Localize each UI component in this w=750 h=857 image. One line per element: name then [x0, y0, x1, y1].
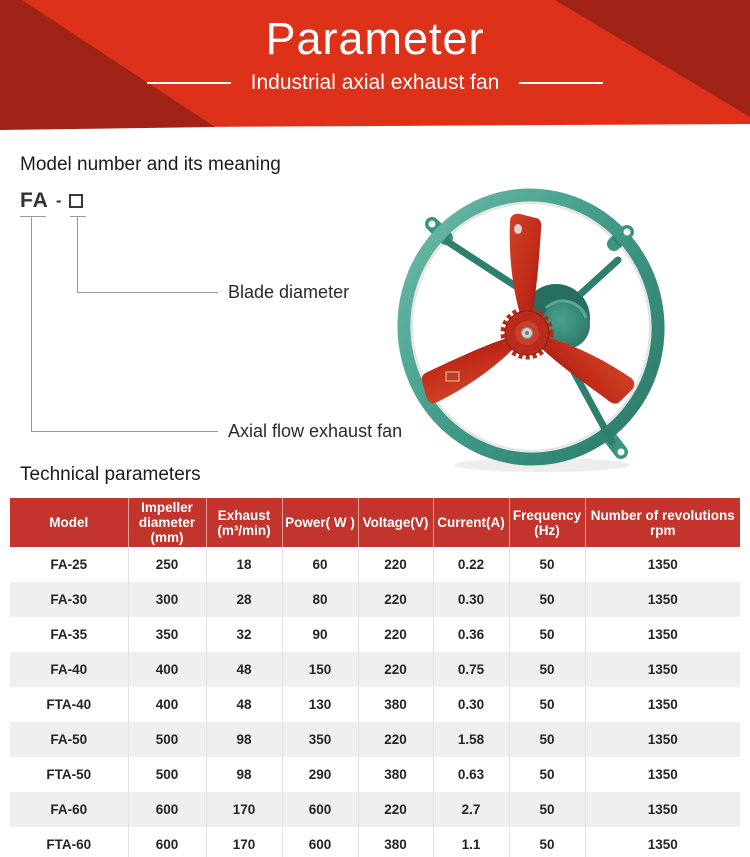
connector-vertical-blade — [77, 216, 78, 293]
table-cell: 50 — [509, 582, 585, 617]
column-header: Current(A) — [433, 498, 509, 547]
table-cell: FA-35 — [10, 617, 128, 652]
table-cell: 1350 — [647, 767, 678, 782]
table-row — [10, 827, 740, 857]
connector-vertical-axial — [31, 216, 32, 432]
subtitle-right-line — [519, 82, 603, 84]
table-row — [10, 722, 740, 757]
table-cell: 1350 — [647, 802, 678, 817]
column-header: Impeller diameter (mm) — [128, 498, 206, 547]
table-cell: 600 — [282, 792, 358, 827]
table-cell: 350 — [282, 722, 358, 757]
technical-parameters-table — [10, 498, 740, 857]
table-cell: 1.58 — [433, 722, 509, 757]
table-cell: 50 — [509, 547, 585, 582]
blade-diameter-label: Blade diameter — [228, 282, 350, 302]
underline-box — [70, 216, 86, 217]
table-row — [10, 617, 740, 652]
table-cell: 380 — [358, 687, 433, 722]
table-cell: 380 — [358, 827, 433, 857]
column-header: Exhaust (m³/min) — [206, 498, 282, 547]
table-cell: 0.75 — [433, 652, 509, 687]
table-cell: 18 — [206, 547, 282, 582]
axial-flow-label: Axial flow exhaust fan — [228, 421, 403, 441]
table-cell: 80 — [282, 582, 358, 617]
table-cell: 50 — [509, 827, 585, 857]
table-cell: 28 — [206, 582, 282, 617]
table-cell: 1350 — [647, 627, 678, 642]
subtitle-left-line — [147, 82, 231, 84]
table-cell: 2.7 — [433, 792, 509, 827]
table-cell: 0.36 — [433, 617, 509, 652]
table-cell: 50 — [509, 757, 585, 792]
table-cell: 220 — [358, 547, 433, 582]
table-cell: 48 — [206, 652, 282, 687]
table-cell: 1350 — [647, 557, 678, 572]
table-cell: 130 — [282, 687, 358, 722]
table-row — [10, 652, 740, 687]
page-subtitle-row — [0, 71, 750, 95]
table-cell: 600 — [282, 827, 358, 857]
column-header: Voltage(V) — [358, 498, 433, 547]
table-cell: FA-40 — [10, 652, 128, 687]
table-row — [10, 757, 740, 792]
table-cell: 0.22 — [433, 547, 509, 582]
model-section-heading: Model number and its meaning — [20, 154, 281, 175]
table-cell: 150 — [282, 652, 358, 687]
underline-prefix — [20, 216, 46, 217]
table-cell: 220 — [358, 722, 433, 757]
table-cell: 500 — [128, 757, 206, 792]
page-subtitle: Industrial axial exhaust fan — [250, 71, 500, 94]
table-cell: 90 — [282, 617, 358, 652]
table-body — [10, 547, 740, 857]
table-cell: 250 — [128, 547, 206, 582]
column-header: Number of revolutions rpm — [585, 498, 740, 547]
table-cell: 50 — [509, 722, 585, 757]
table-cell: 220 — [358, 652, 433, 687]
table-cell: 0.30 — [433, 582, 509, 617]
table-cell: FTA-60 — [10, 827, 128, 857]
table-cell: FA-30 — [10, 582, 128, 617]
column-header: Power( W ) — [282, 498, 358, 547]
table-row — [10, 792, 740, 827]
table-cell: 32 — [206, 617, 282, 652]
table-cell: 1350 — [647, 732, 678, 747]
table-cell: 50 — [509, 792, 585, 827]
table-cell: 50 — [509, 652, 585, 687]
table-cell: 220 — [358, 792, 433, 827]
table-cell: 50 — [509, 687, 585, 722]
table-cell: FTA-40 — [10, 687, 128, 722]
table-cell: 98 — [206, 757, 282, 792]
connector-horizontal-blade — [77, 292, 218, 293]
fan-product-image — [390, 180, 750, 480]
table-cell: FTA-50 — [10, 757, 128, 792]
table-cell: 220 — [358, 617, 433, 652]
column-header: Frequency (Hz) — [509, 498, 585, 547]
table-cell: 380 — [358, 757, 433, 792]
table-cell: 48 — [206, 687, 282, 722]
table-cell: 1350 — [647, 697, 678, 712]
table-cell: 1350 — [647, 837, 678, 852]
table-cell: 98 — [206, 722, 282, 757]
table-cell: 170 — [206, 827, 282, 857]
table-cell: 1350 — [647, 592, 678, 607]
model-code-prefix: FA — [20, 189, 49, 212]
table-cell: 600 — [128, 792, 206, 827]
model-code-dash: - — [55, 191, 62, 210]
table-cell: 350 — [128, 617, 206, 652]
table-row — [10, 582, 740, 617]
table-cell: 170 — [206, 792, 282, 827]
table-cell: FA-50 — [10, 722, 128, 757]
column-header: Model — [10, 498, 128, 547]
table-cell: 500 — [128, 722, 206, 757]
table-cell: 1.1 — [433, 827, 509, 857]
model-size-placeholder-box — [69, 194, 83, 208]
page-title: Parameter — [265, 13, 485, 64]
table-cell: 300 — [128, 582, 206, 617]
model-code — [20, 189, 83, 213]
table-row — [10, 687, 740, 722]
table-cell: 50 — [509, 617, 585, 652]
table-cell: 60 — [282, 547, 358, 582]
header-banner — [0, 0, 750, 131]
table-cell: FA-60 — [10, 792, 128, 827]
technical-parameters-heading: Technical parameters — [20, 464, 201, 485]
connector-horizontal-axial — [31, 431, 218, 432]
table-cell: 0.63 — [433, 757, 509, 792]
table-cell: FA-25 — [10, 547, 128, 582]
table-cell: 1350 — [647, 662, 678, 677]
table-row — [10, 547, 740, 582]
table-cell: 400 — [128, 687, 206, 722]
table-cell: 600 — [128, 827, 206, 857]
table-cell: 400 — [128, 652, 206, 687]
table-cell: 290 — [282, 757, 358, 792]
table-cell: 0.30 — [433, 687, 509, 722]
table-cell: 220 — [358, 582, 433, 617]
table-header — [10, 498, 740, 547]
